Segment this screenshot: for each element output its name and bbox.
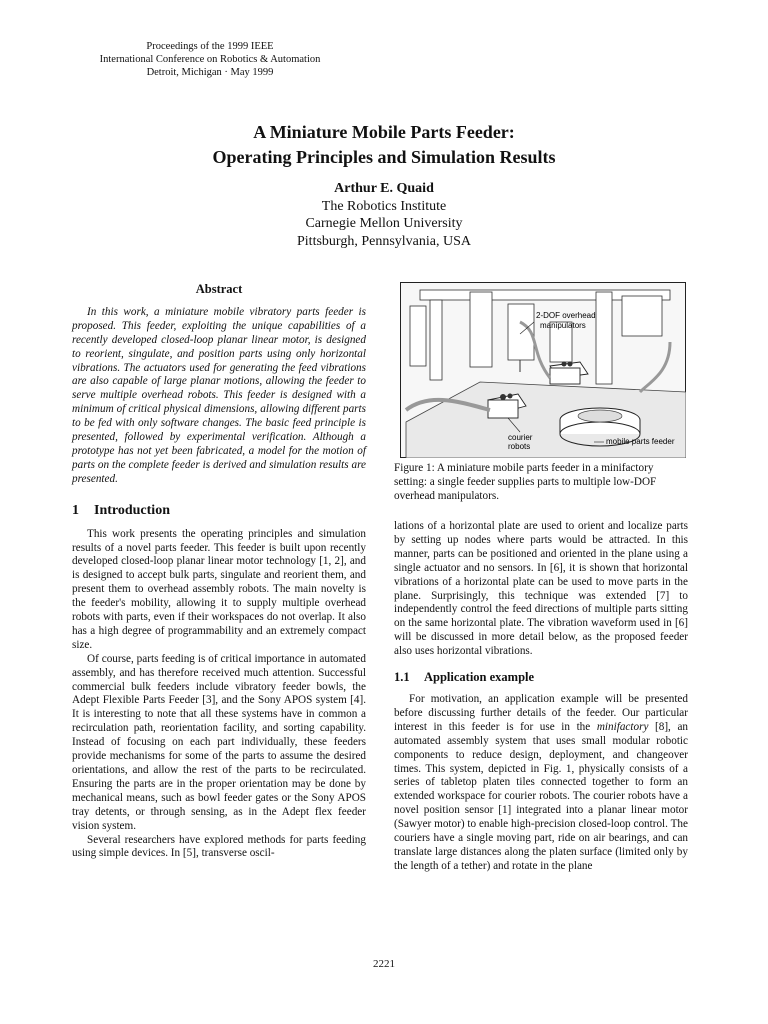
section-title: Introduction <box>94 502 170 518</box>
proceedings-line: Proceedings of the 1999 IEEE <box>146 41 274 52</box>
figure-label-manipulators: manipulators <box>540 321 586 330</box>
section-number: 1 <box>72 502 79 518</box>
paragraph: Of course, parts feeding is of critical importance in automated assembly, and has therefore received much attention. Successful commercial bulk feeders include vibratory feeder bowls, the Adept Flexible Parts Feeder [3], and the Sony APOS system [4]. It is interesting to note that all these systems have in common a recirculation path, reorientation facility, and sorting capability. Instead of focusing on each part individually, these feeders provide mechanisms for some of the parts to assume the desired orientations, and allow the rest of the parts to be recirculated. Ensuring the parts are in the proper orientation may be done by mechanical means, such as bowl feeder gates or the Sony APOS tray detents, or through sensing, as in the Adept flex feeder vision system. <box>72 652 366 832</box>
proceedings-header <box>70 40 350 79</box>
text-run: [8], an automated assembly system that uses small modular robotic components to reduce design, deployment, and changeover times. This system, depicted in Fig. 1, physically consists of a series of tabletop platen tiles connected together to form an extended workspace for courier robots. The courier robots have a novel position sensor [1] integrated into a planar linear motor (Sawyer motor) to enable high-precision closed-loop control. The couriers have a single moving part, ride on air bearings, and can translate large distances along the platen surface (limited only by the length of a tether) and rotate in the plane <box>394 720 688 872</box>
proceedings-line: International Conference on Robotics & Automation <box>99 54 321 65</box>
subsection-heading <box>394 671 688 685</box>
subsection-number: 1.1 <box>394 670 410 685</box>
affiliation-line: Pittsburgh, Pennsylvania, USA <box>297 233 471 249</box>
text-run: For motivation, an application example will be presented before discussing further details of the feeder. Our particular interest in this feeder is for use in the <box>394 692 688 733</box>
abstract-heading: Abstract <box>195 282 243 296</box>
figure-label-courier: robots <box>508 442 531 451</box>
proceedings-line: Detroit, Michigan · May 1999 <box>146 67 274 78</box>
paragraph: lations of a horizontal plate are used to orient and localize parts by setting up nodes where parts would be attracted. In this manner, parts can be positioned and oriented in the plane using a single actuator and no sensors. In [6], it is shown that horizontal vibrations of a horizontal plate can be used to move parts in the plane. Surprisingly, this technique was extended [7] to independently control the feed directions of multiple parts sitting on the same horizontal plate. The vibration waveform used in [6] will be discussed in more detail below, as the proposed feeder also uses horizontal vibrations. <box>394 520 688 658</box>
paragraph: This work presents the operating principles and simulation results of a novel parts feeder. This feeder is built upon recently developed closed-loop planar linear motor technology [1, 2], and is designed to accept bulk parts, singulate and reorient them, and present them to overhead assembly robots. The main novelty is the feeder's mobility, allowing it to supply multiple overhead robots with parts, even if their workspaces do not overlap. It also has a high degree of programmability and an extremely compact size. <box>72 527 366 651</box>
figure-label-courier: courier <box>508 433 533 442</box>
affiliation-line: Carnegie Mellon University <box>305 216 463 231</box>
affiliation-line: The Robotics Institute <box>321 198 447 214</box>
author-block <box>0 180 768 250</box>
figure-1-illustration <box>400 282 686 458</box>
figure-label-manipulators: 2-DOF overhead <box>536 311 596 320</box>
paragraph: Several researchers have explored methods for parts feeding using simple devices. In [5], transverse oscil- <box>72 833 366 860</box>
title-line: A Miniature Mobile Parts Feeder: <box>253 122 515 142</box>
subsection-title: Application example <box>424 670 535 685</box>
section-heading <box>72 504 366 518</box>
paper-title <box>0 120 768 170</box>
figure-label-feeder: mobile parts feeder <box>606 437 675 446</box>
text-run-italic: minifactory <box>596 720 649 733</box>
abstract-text: In this work, a miniature mobile vibratory parts feeder is proposed. This feeder, exploiting the unique capabilities of a recently developed closed-loop planar linear motor, is designed to reorient, singulate, and position parts using only horizontal vibrations. The actuators used for generating the feed vibrations are also capable of large planar motions, allowing the feeder to serve multiple overhead robots. This feeder is designed with a minimum of critical physical dimensions, allowing different parts to be fed with only software changes. The basic feed principle is presented, followed by experimental verification. Although a prototype has not yet been fabricated, a model for the motion of parts on the complete feeder is derived and simulation results are presented. <box>72 305 366 485</box>
right-column <box>394 520 688 874</box>
author-name: Arthur E. Quaid <box>334 181 434 196</box>
figure-caption: Figure 1: A miniature mobile parts feeder in a minifactory setting: a single feeder supplies parts to multiple low-DOF overhead manipulators. <box>394 462 657 502</box>
title-line: Operating Principles and Simulation Results <box>212 147 556 167</box>
page-number: 2221 <box>373 958 395 970</box>
left-column <box>72 283 366 861</box>
paragraph <box>394 693 688 874</box>
